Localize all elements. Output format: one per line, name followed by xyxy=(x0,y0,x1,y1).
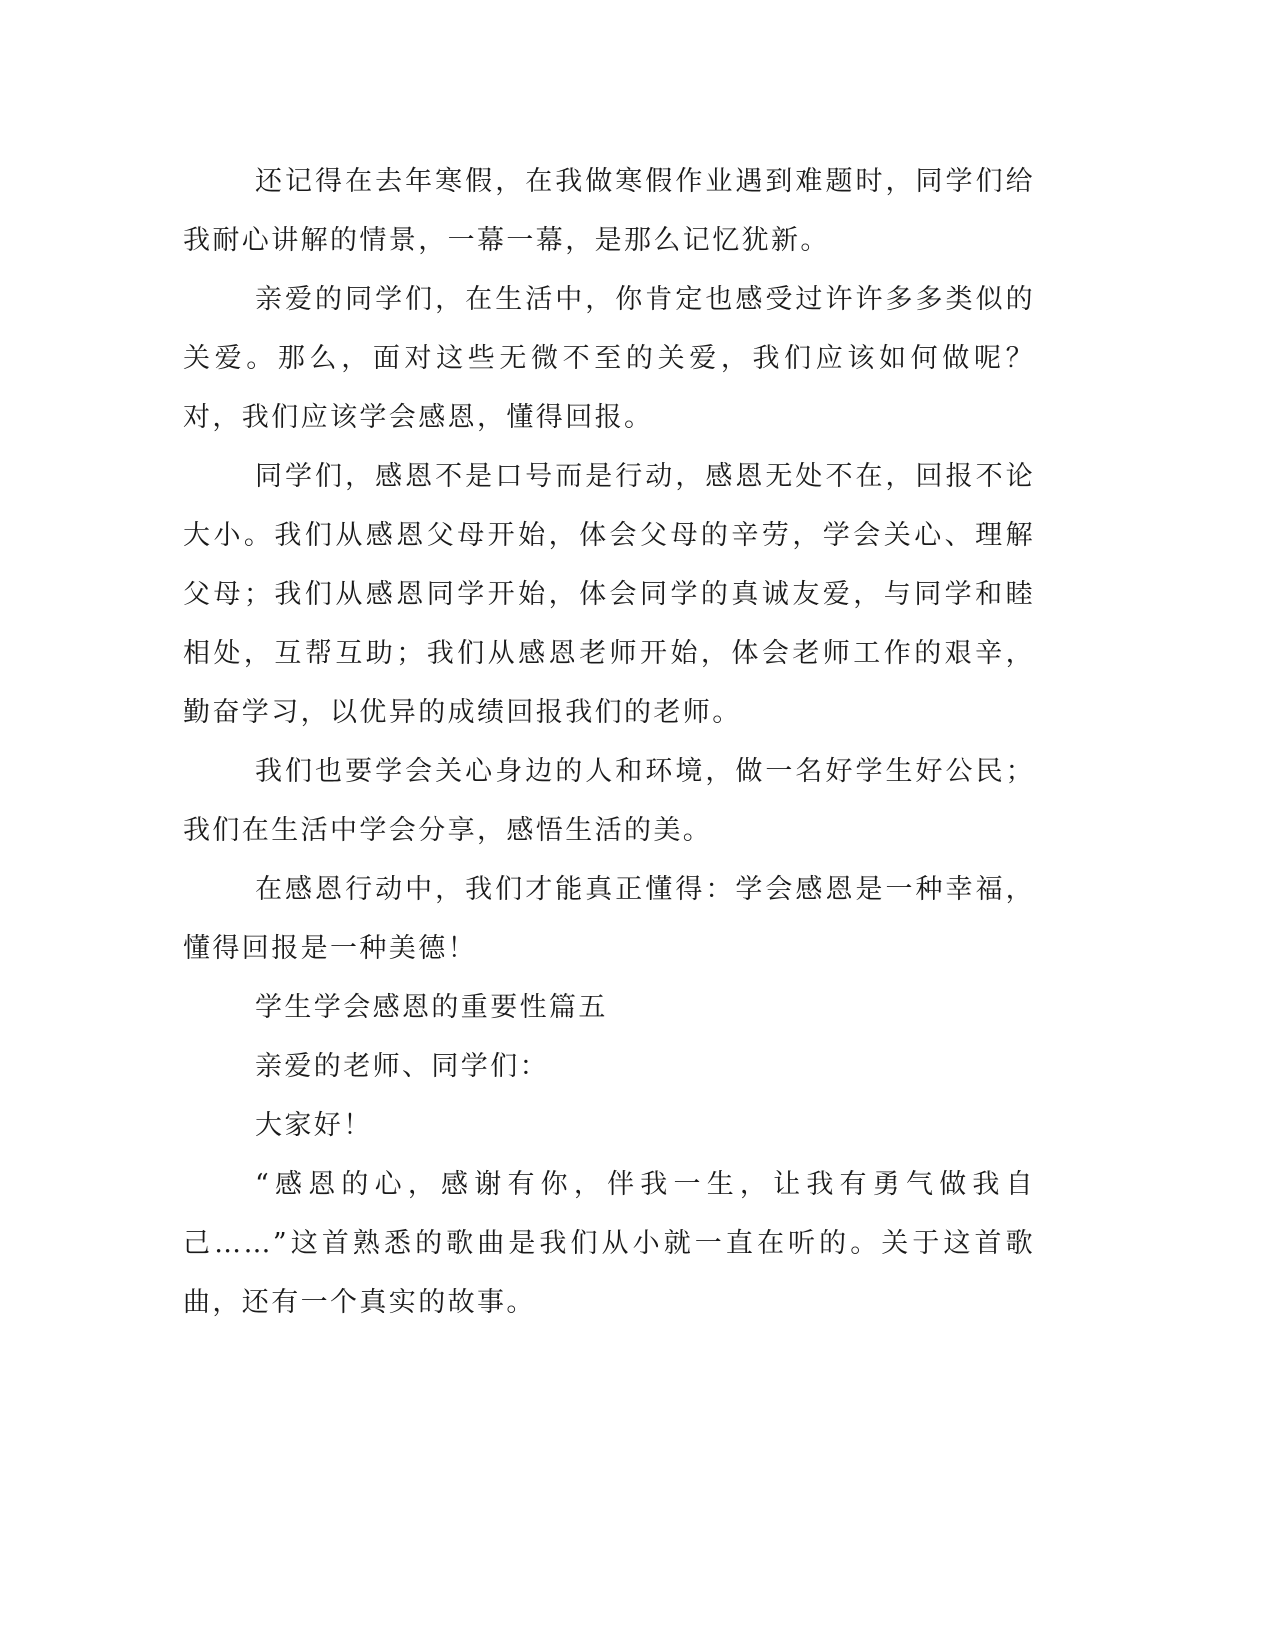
paragraph-gratitude-action: 同学们，感恩不是口号而是行动，感恩无处不在，回报不论大小。我们从感恩父母开始，体会父母的辛劳，学会关心、理解父母；我们从感恩同学开始，体会同学的真诚友爱，与同学和睦相处，互帮互助；我们从感恩老师开始，体会老师工作的艰辛，勤奋学习，以优异的成绩回报我们的老师。 xyxy=(183,461,1035,728)
greeting: 大家好！ xyxy=(255,1110,373,1141)
paragraph-conclusion: 在感恩行动中，我们才能真正懂得：学会感恩是一种幸福，懂得回报是一种美德！ xyxy=(183,874,1035,964)
paragraph-song-story: “感恩的心，感谢有你，伴我一生，让我有勇气做我自己……”这首熟悉的歌曲是我们从小就一直在听的。关于这首歌曲，还有一个真实的故事。 xyxy=(183,1169,1035,1318)
document-body xyxy=(183,152,1035,1332)
salutation: 亲爱的老师、同学们： xyxy=(255,1051,549,1082)
paragraph-care-environment: 我们也要学会关心身边的人和环境，做一名好学生好公民；我们在生活中学会分享，感悟生活的美。 xyxy=(183,756,1035,846)
paragraph-learn-gratitude: 亲爱的同学们，在生活中，你肯定也感受过许许多多类似的关爱。那么，面对这些无微不至的关爱，我们应该如何做呢？对，我们应该学会感恩，懂得回报。 xyxy=(183,284,1035,433)
section-heading: 学生学会感恩的重要性篇五 xyxy=(255,992,608,1023)
paragraph-winter-memory: 还记得在去年寒假，在我做寒假作业遇到难题时，同学们给我耐心讲解的情景，一幕一幕，是那么记忆犹新。 xyxy=(183,166,1035,256)
